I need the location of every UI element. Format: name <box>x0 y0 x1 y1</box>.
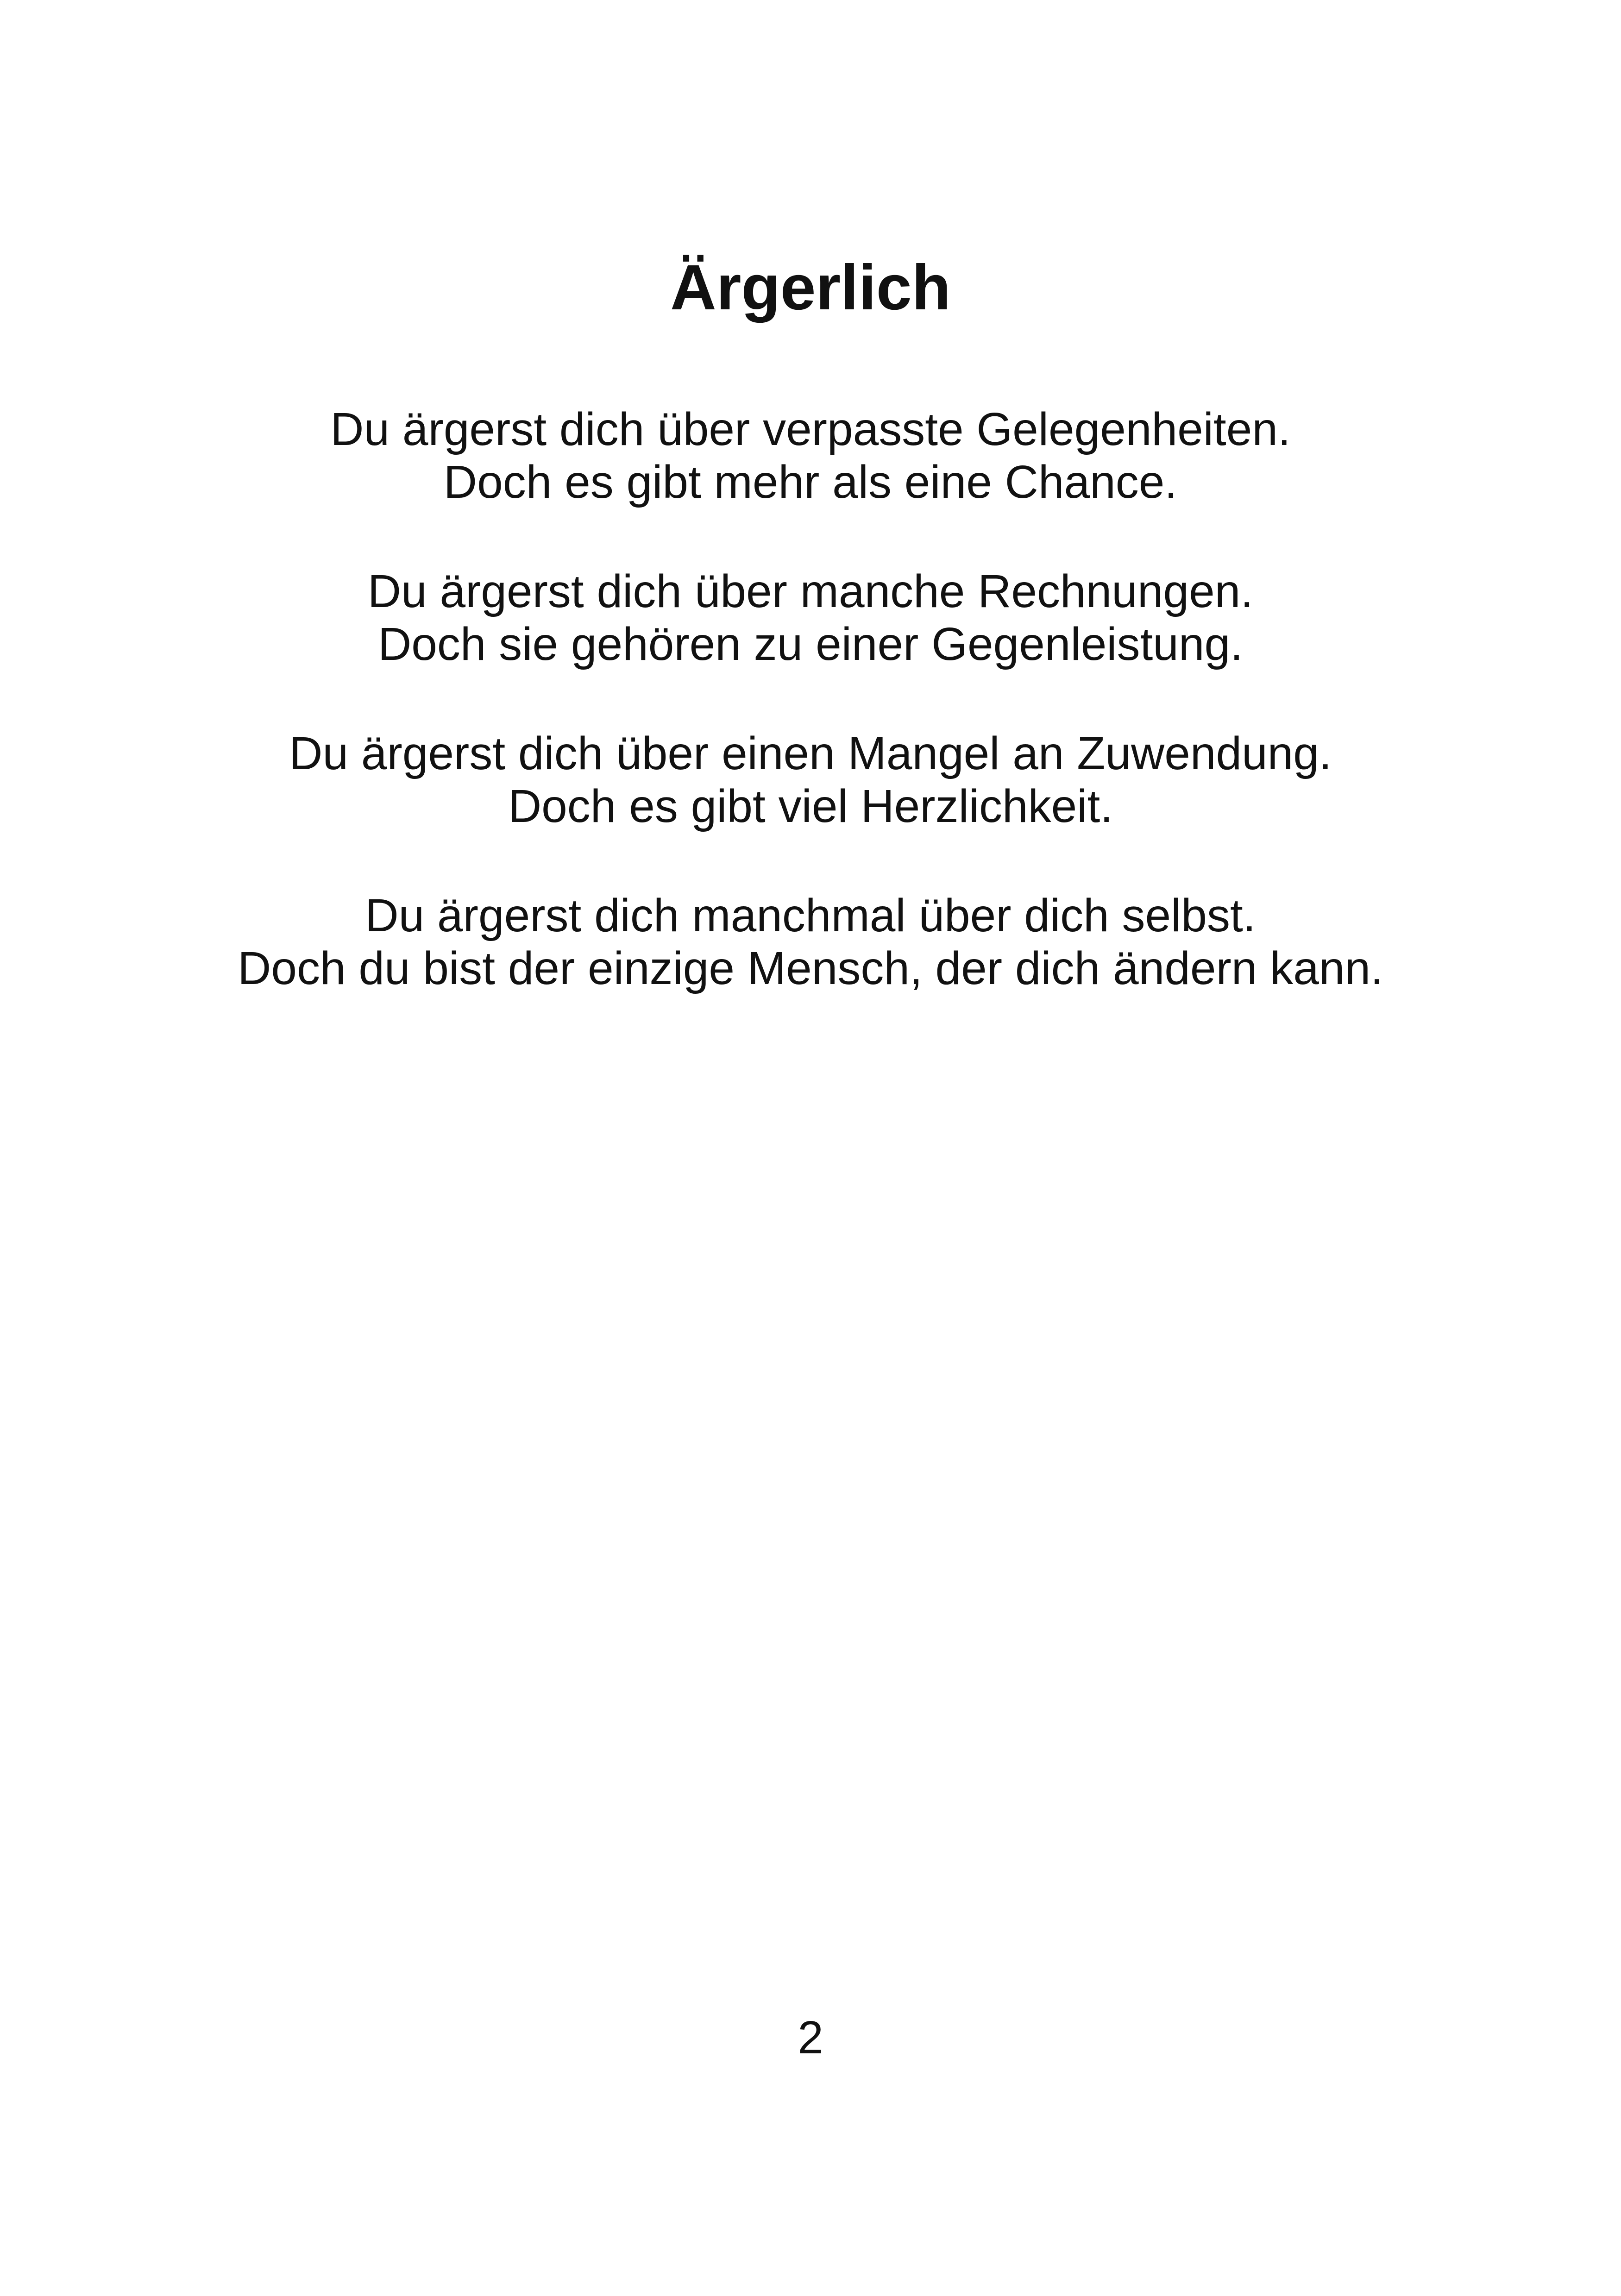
page-title: Ärgerlich <box>670 252 951 324</box>
stanza-line: Doch es gibt mehr als eine Chance. <box>443 456 1178 508</box>
stanza-line: Du ärgerst dich über manche Rechnungen. <box>367 565 1254 617</box>
stanza-4 <box>0 889 1621 995</box>
stanza-3 <box>0 727 1621 833</box>
stanza-line: Du ärgerst dich über verpasste Gelegenheiten. <box>330 403 1291 455</box>
stanza-line: Du ärgerst dich über einen Mangel an Zuwendung. <box>289 728 1332 779</box>
stanza-1 <box>0 403 1621 508</box>
stanza-line: Doch du bist der einzige Mensch, der dich ändern kann. <box>238 942 1383 994</box>
stanza-2 <box>0 565 1621 671</box>
stanza-line: Du ärgerst dich manchmal über dich selbst. <box>365 890 1256 941</box>
stanza-line: Doch es gibt viel Herzlichkeit. <box>508 780 1113 832</box>
stanza-line: Doch sie gehören zu einer Gegenleistung. <box>378 618 1243 670</box>
page-number: 2 <box>798 2012 823 2064</box>
